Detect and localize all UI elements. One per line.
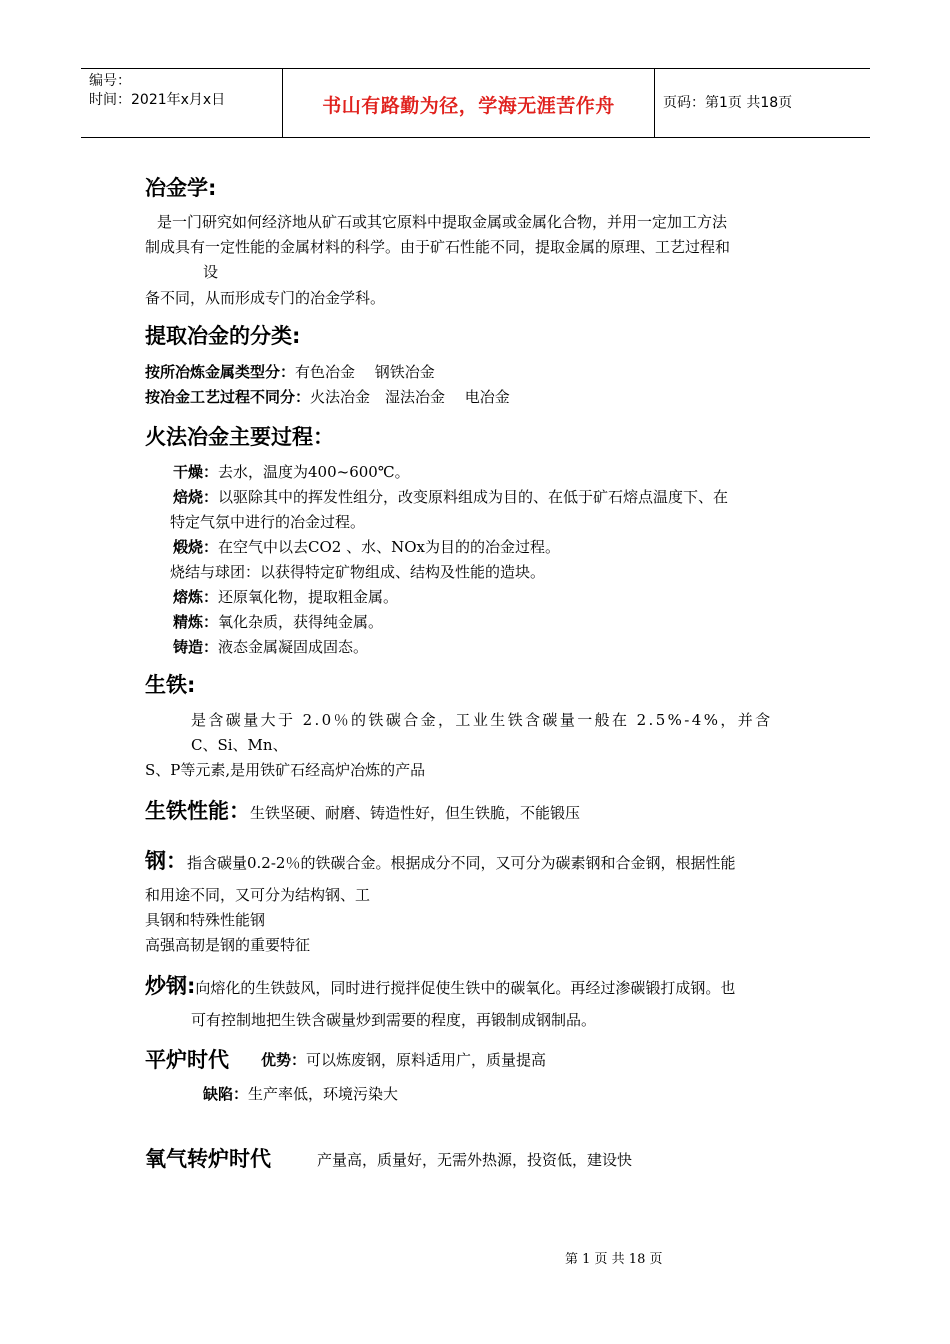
- steel-row: [145, 845, 735, 875]
- pig-iron-prop-text: 生铁坚硬、耐磨、铸造性好，但生铁脆，不能锻压: [250, 804, 581, 822]
- drying-label: 干燥：: [173, 463, 219, 481]
- openhearth-adv-text: 可以炼废钢，原料适用广，质量提高: [306, 1051, 547, 1069]
- refining-text: 氧化杂质，获得纯金属。: [218, 613, 384, 631]
- time-label: 时间：2021年x月x日: [89, 92, 226, 108]
- smelting-row: [173, 586, 398, 607]
- calcining-label: 煅烧：: [173, 538, 219, 556]
- roasting-text2: 特定气氛中进行的冶金过程。: [170, 513, 366, 531]
- pig-iron-prop-title: 生铁性能：: [145, 799, 250, 823]
- classification-title: 提取冶金的分类:: [145, 324, 301, 348]
- metallurgy-title: 冶金学:: [145, 176, 217, 200]
- steel-title: 钢：: [145, 849, 187, 873]
- pig-iron-line2: C、Si、Mn、: [191, 736, 288, 754]
- class-by-process-value: 火法冶金 湿法冶金 电冶金: [310, 388, 510, 406]
- refining-row: [173, 611, 383, 632]
- casting-label: 铸造：: [173, 638, 219, 656]
- drying-row: [173, 461, 410, 482]
- pig-iron-line1: 是含碳量大于 2.0％的铁碳合金，工业生铁含碳量一般在 2.5%-4%，并含: [191, 711, 773, 729]
- openhearth-title: 平炉时代: [145, 1048, 229, 1072]
- header-right-cell: [655, 69, 870, 137]
- openhearth-row: [145, 1044, 229, 1074]
- pig-iron-title: 生铁:: [145, 673, 196, 697]
- roasting-row: [173, 486, 728, 507]
- pyro-title: 火法冶金主要过程：: [145, 425, 334, 449]
- smelting-label: 熔炼：: [173, 588, 219, 606]
- openhearth-adv-label: 优势：: [261, 1051, 307, 1069]
- class-by-metal-row: [145, 361, 435, 382]
- steel-line4: 高强高韧是钢的重要特征: [145, 936, 311, 954]
- calcining-text: 在空气中以去CO2 、水、NOx为目的的冶金过程。: [218, 538, 560, 556]
- openhearth-dis-row: [203, 1083, 398, 1104]
- steel-line2: 和用途不同，又可分为结构钢、工: [145, 886, 371, 904]
- openhearth-dis-text: 生产率低，环境污染大: [248, 1085, 399, 1103]
- casting-text: 液态金属凝固成固态。: [218, 638, 369, 656]
- drying-text: 去水，温度为400~600℃。: [218, 463, 410, 481]
- footer-page-number: 第 1 页 共 18 页: [565, 1252, 663, 1267]
- page-info: 页码：第1页 共18页: [663, 95, 793, 111]
- steel-line3: 具钢和特殊性能钢: [145, 911, 266, 929]
- class-by-process-label: 按冶金工艺过程不同分：: [145, 388, 311, 406]
- stir-row: [145, 970, 735, 1000]
- metallurgy-line1: 是一门研究如何经济地从矿石或其它原料中提取金属或金属化合物，并用一定加工方法: [157, 213, 728, 231]
- class-by-process-row: [145, 386, 510, 407]
- metallurgy-line4: 备不同，从而形成专门的冶金学科。: [145, 289, 386, 307]
- refining-label: 精炼：: [173, 613, 219, 631]
- metallurgy-line3: 设: [203, 263, 219, 281]
- steel-line1: 指含碳量0.2-2％的铁碳合金。根据成分不同，又可分为碳素钢和合金钢，根据性能: [187, 854, 736, 872]
- casting-row: [173, 636, 368, 657]
- oxygen-text: 产量高，质量好，无需外热源，投资低，建设快: [317, 1151, 633, 1169]
- stir-title: 炒钢:: [145, 974, 196, 998]
- sintering-text: 烧结与球团：以获得特定矿物组成、结构及性能的造块。: [170, 563, 546, 581]
- smelting-text: 还原氧化物，提取粗金属。: [218, 588, 399, 606]
- header-left-cell: [81, 69, 283, 137]
- serial-label: 编号：: [89, 73, 131, 89]
- pig-iron-prop-row: [145, 795, 580, 825]
- class-by-metal-value: 有色冶金 钢铁冶金: [295, 363, 435, 381]
- metallurgy-line2: 制成具有一定性能的金属材料的科学。由于矿石性能不同，提取金属的原理、工艺过程和: [145, 238, 731, 256]
- header-table: [81, 68, 870, 138]
- stir-line2: 可有控制地把生铁含碳量炒到需要的程度，再锻制成钢制品。: [191, 1011, 597, 1029]
- stir-line1: 向熔化的生铁鼓风，同时进行搅拌促使生铁中的碳氧化。再经过渗碳锻打成钢。也: [195, 979, 736, 997]
- class-by-metal-label: 按所冶炼金属类型分：: [145, 363, 296, 381]
- calcining-row: [173, 536, 560, 557]
- motto: 书山有路勤为径，学海无涯苦作舟: [322, 95, 615, 117]
- pig-iron-line3: S、P等元素,是用铁矿石经高炉冶炼的产品: [145, 761, 426, 779]
- header-motto-cell: [283, 69, 655, 137]
- roasting-text: 以驱除其中的挥发性组分，改变原料组成为目的、在低于矿石熔点温度下、在: [218, 488, 729, 506]
- roasting-label: 焙烧：: [173, 488, 219, 506]
- oxygen-title: 氧气转炉时代: [145, 1147, 271, 1171]
- openhearth-dis-label: 缺陷：: [203, 1085, 249, 1103]
- openhearth-adv-row: [261, 1049, 546, 1070]
